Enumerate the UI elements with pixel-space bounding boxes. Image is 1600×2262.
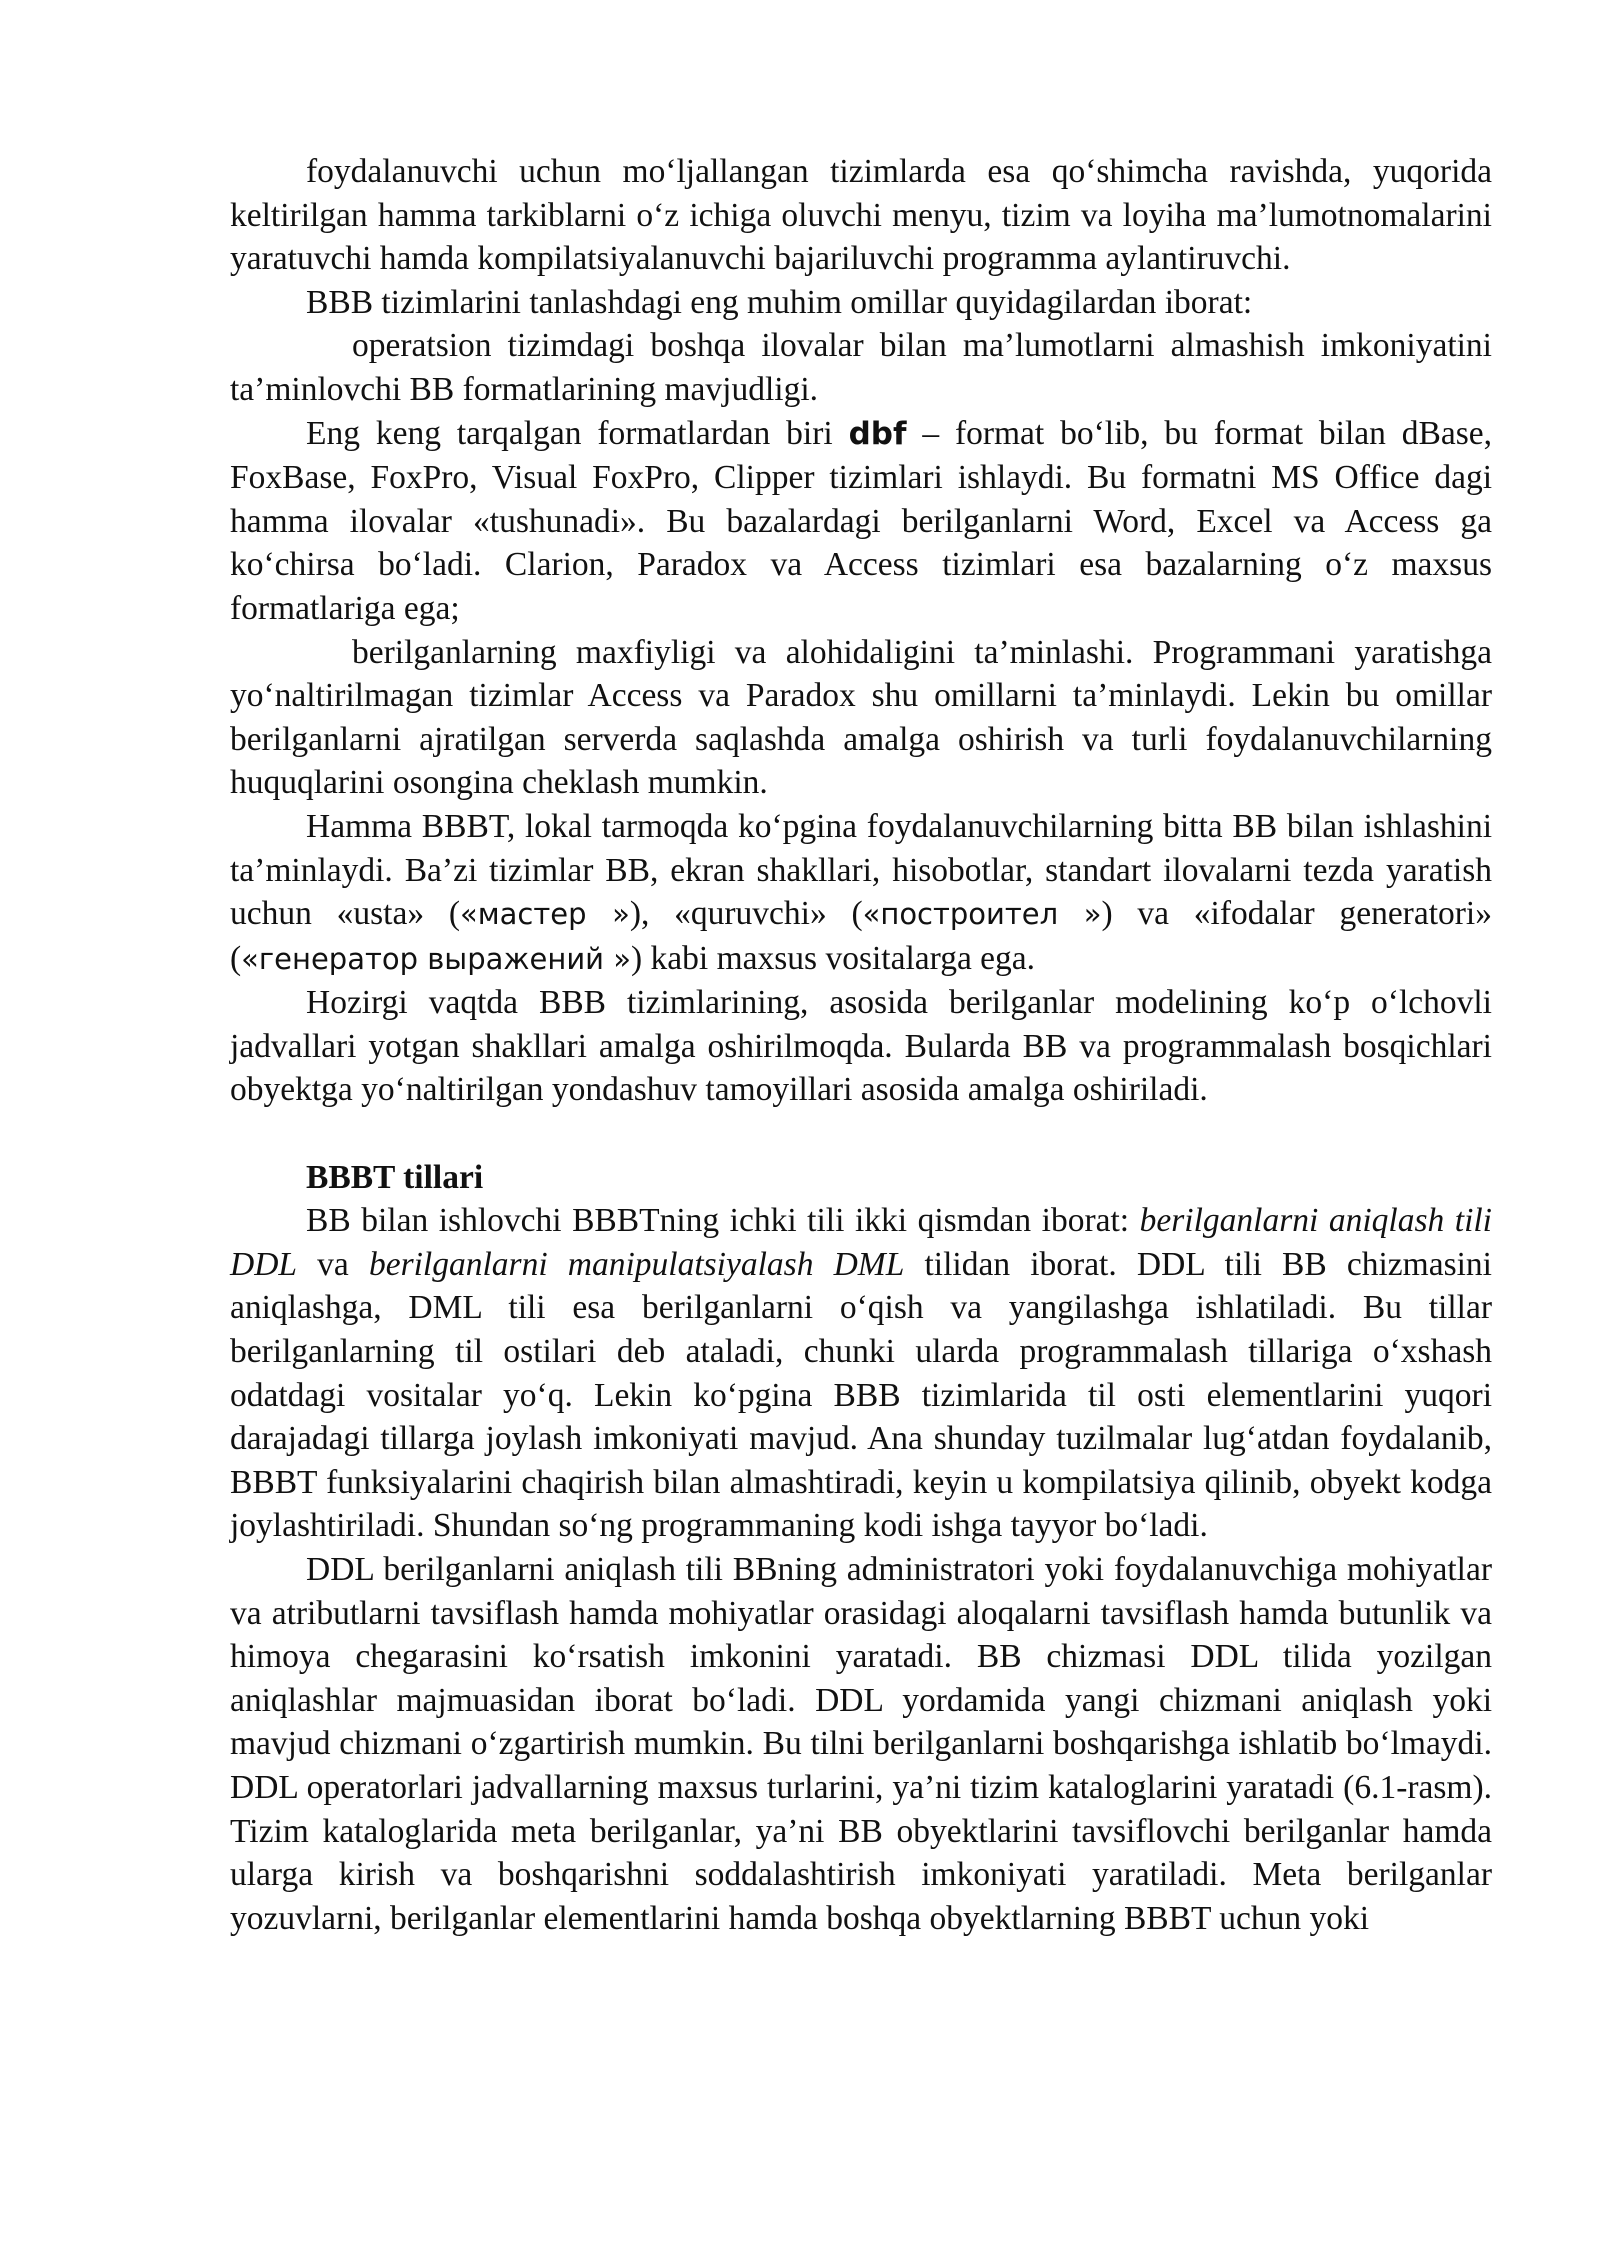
tools-text-1: Hamma BBBT, lokal tarmoqda ko‘pgina foydalanuvchilarning bitta BB bilan ishlashini ta’minlaydi. Ba’zi tizimlar BB, ekran shakllari, hisobotlar, standart ilovalarni tezda yaratish uchun «usta» ( [230,807,1492,933]
paragraph-network-tools [230,805,1492,981]
languages-text-3: tilidan iborat. DDL tili BB chizmasini aniqlashga, DML tili esa berilganlarni o‘qish va yangilashga ishlatiladi. Bu tillar berilganlarning til ostilari deb ataladi, chunki ularda programmalash tillariga o‘xshash odatdagi vositalar yo‘q. Lekin ko‘pgina BBB tizimlarida til osti elementlarini yuqori darajadagi tillarga joylash imkoniyati mavjud. Ana shunday tuzilmalar lug‘atdan foydalanib, BBBT funksiyalarini chaqirish bilan almashtiradi, keyin u kompilatsiya qilinib, obyekt kodga joylashtiriladi. Shundan so‘ng programmaning kodi ishga tayyor bo‘ladi. [230,1245,1492,1545]
russian-term-expression-generator: «генератор выражений » [241,941,631,976]
document-page [230,150,1492,1940]
tools-text-2: ), «quruvchi» ( [629,895,863,933]
tools-text-4: ) kabi maxsus vositalarga ega. [630,939,1036,977]
paragraph-privacy: berilganlarning maxfiyligi va alohidaligini ta’minlashi. Programmani yaratishga yo‘naltirilmagan tizimlar Access va Paradox shu omillarni ta’minlaydi. Lekin bu omillar berilganlarni ajratilgan serverda saqlashda amalga oshirish va turli foydalanuvchilarning huquqlarini osongina cheklash mumkin. [230,633,1492,802]
dbf-text-post: – format bo‘lib, bu format bilan dBase, FoxBase, FoxPro, Visual FoxPro, Clipper tizimlari ishlaydi. Bu formatni MS Office dagi hamma ilovalar «tushunadi». Bu bazalardagi berilganlarni Word, Excel va Access ga ko‘chirsa bo‘ladi. Clarion, Paradox va Access tizimlari esa bazalarning o‘z maxsus formatlariga ega; [230,414,1492,627]
russian-term-builder: «построител » [862,897,1102,932]
paragraph-dbf-format [230,412,1492,631]
paragraph-selection-factors: BBB tizimlarini tanlashdagi eng muhim omillar quyidagilardan iborat: [306,283,1253,321]
dml-italic-term: berilganlarni manipulatsiyalash DML [368,1245,905,1283]
languages-text-2: va [297,1245,369,1283]
paragraph-modern-systems: Hozirgi vaqtda BBB tizimlarining, asosida berilganlar modelining ko‘p o‘lchovli jadvallari yotgan shakllari amalga oshirilmoqda. Bularda BB va programmalash bosqichlari obyektga yo‘naltirilgan yondashuv tamoyillari asosida amalga oshiriladi. [230,984,1492,1109]
russian-term-master: «мастер » [460,897,630,932]
paragraph-format-exchange: operatsion tizimdagi boshqa ilovalar bilan ma’lumotlarni almashish imkoniyatini ta’minlovchi BB formatlarining mavjudligi. [230,327,1492,408]
ddl-italic-term: berilganlarni aniqlash tili DDL [230,1202,1492,1283]
tools-text-3: ) va «ifodalar generatori» ( [230,895,1492,977]
paragraph-intro: foydalanuvchi uchun mo‘ljallangan tizimlarda esa qo‘shimcha ravishda, yuqorida keltirilgan hamma tarkiblarni o‘z ichiga oluvchi menyu, tizim va loyiha ma’lumotnomalarini yaratuvchi hamda kompilatsiyalanuvchi bajariluvchi programma aylantiruvchi. [230,153,1492,278]
dbf-text-pre: Eng keng tarqalgan formatlardan biri [306,414,849,452]
dbf-bold-term: dbf [848,415,907,452]
paragraph-ddl-description: DDL berilganlarni aniqlash tili BBning administratori yoki foydalanuvchiga mohiyatlar va atributlarni tavsiflash hamda mohiyatlar orasidagi aloqalarni tavsiflash hamda butunlik va himoya chegarasini ko‘rsatish imkonini yaratadi. BB chizmasi DDL tilida yozilgan aniqlashlar majmuasidan iborat bo‘ladi. DDL yordamida yangi chizmani aniqlash yoki mavjud chizmani o‘zgartirish mumkin. Bu tilni berilganlarni boshqarishga ishlatib bo‘lmaydi. DDL operatorlari jadvallarning maxsus turlarini, ya’ni tizim kataloglarini yaratadi (6.1-rasm). Tizim kataloglarida meta berilganlar, ya’ni BB obyektlarini tavsiflovchi berilganlar hamda ularga kirish va boshqarishni soddalashtirish imkoniyati yaratiladi. Meta berilganlar yozuvlarni, berilganlar elementlarini hamda boshqa obyektlarning BBBT uchun yoki [230,1551,1492,1937]
section-heading: BBBT tillari [306,1158,484,1196]
languages-text-1: BB bilan ishlovchi BBBTning ichki tili ikki qismdan iborat: [306,1202,1140,1240]
paragraph-ddl-dml [230,1199,1492,1548]
